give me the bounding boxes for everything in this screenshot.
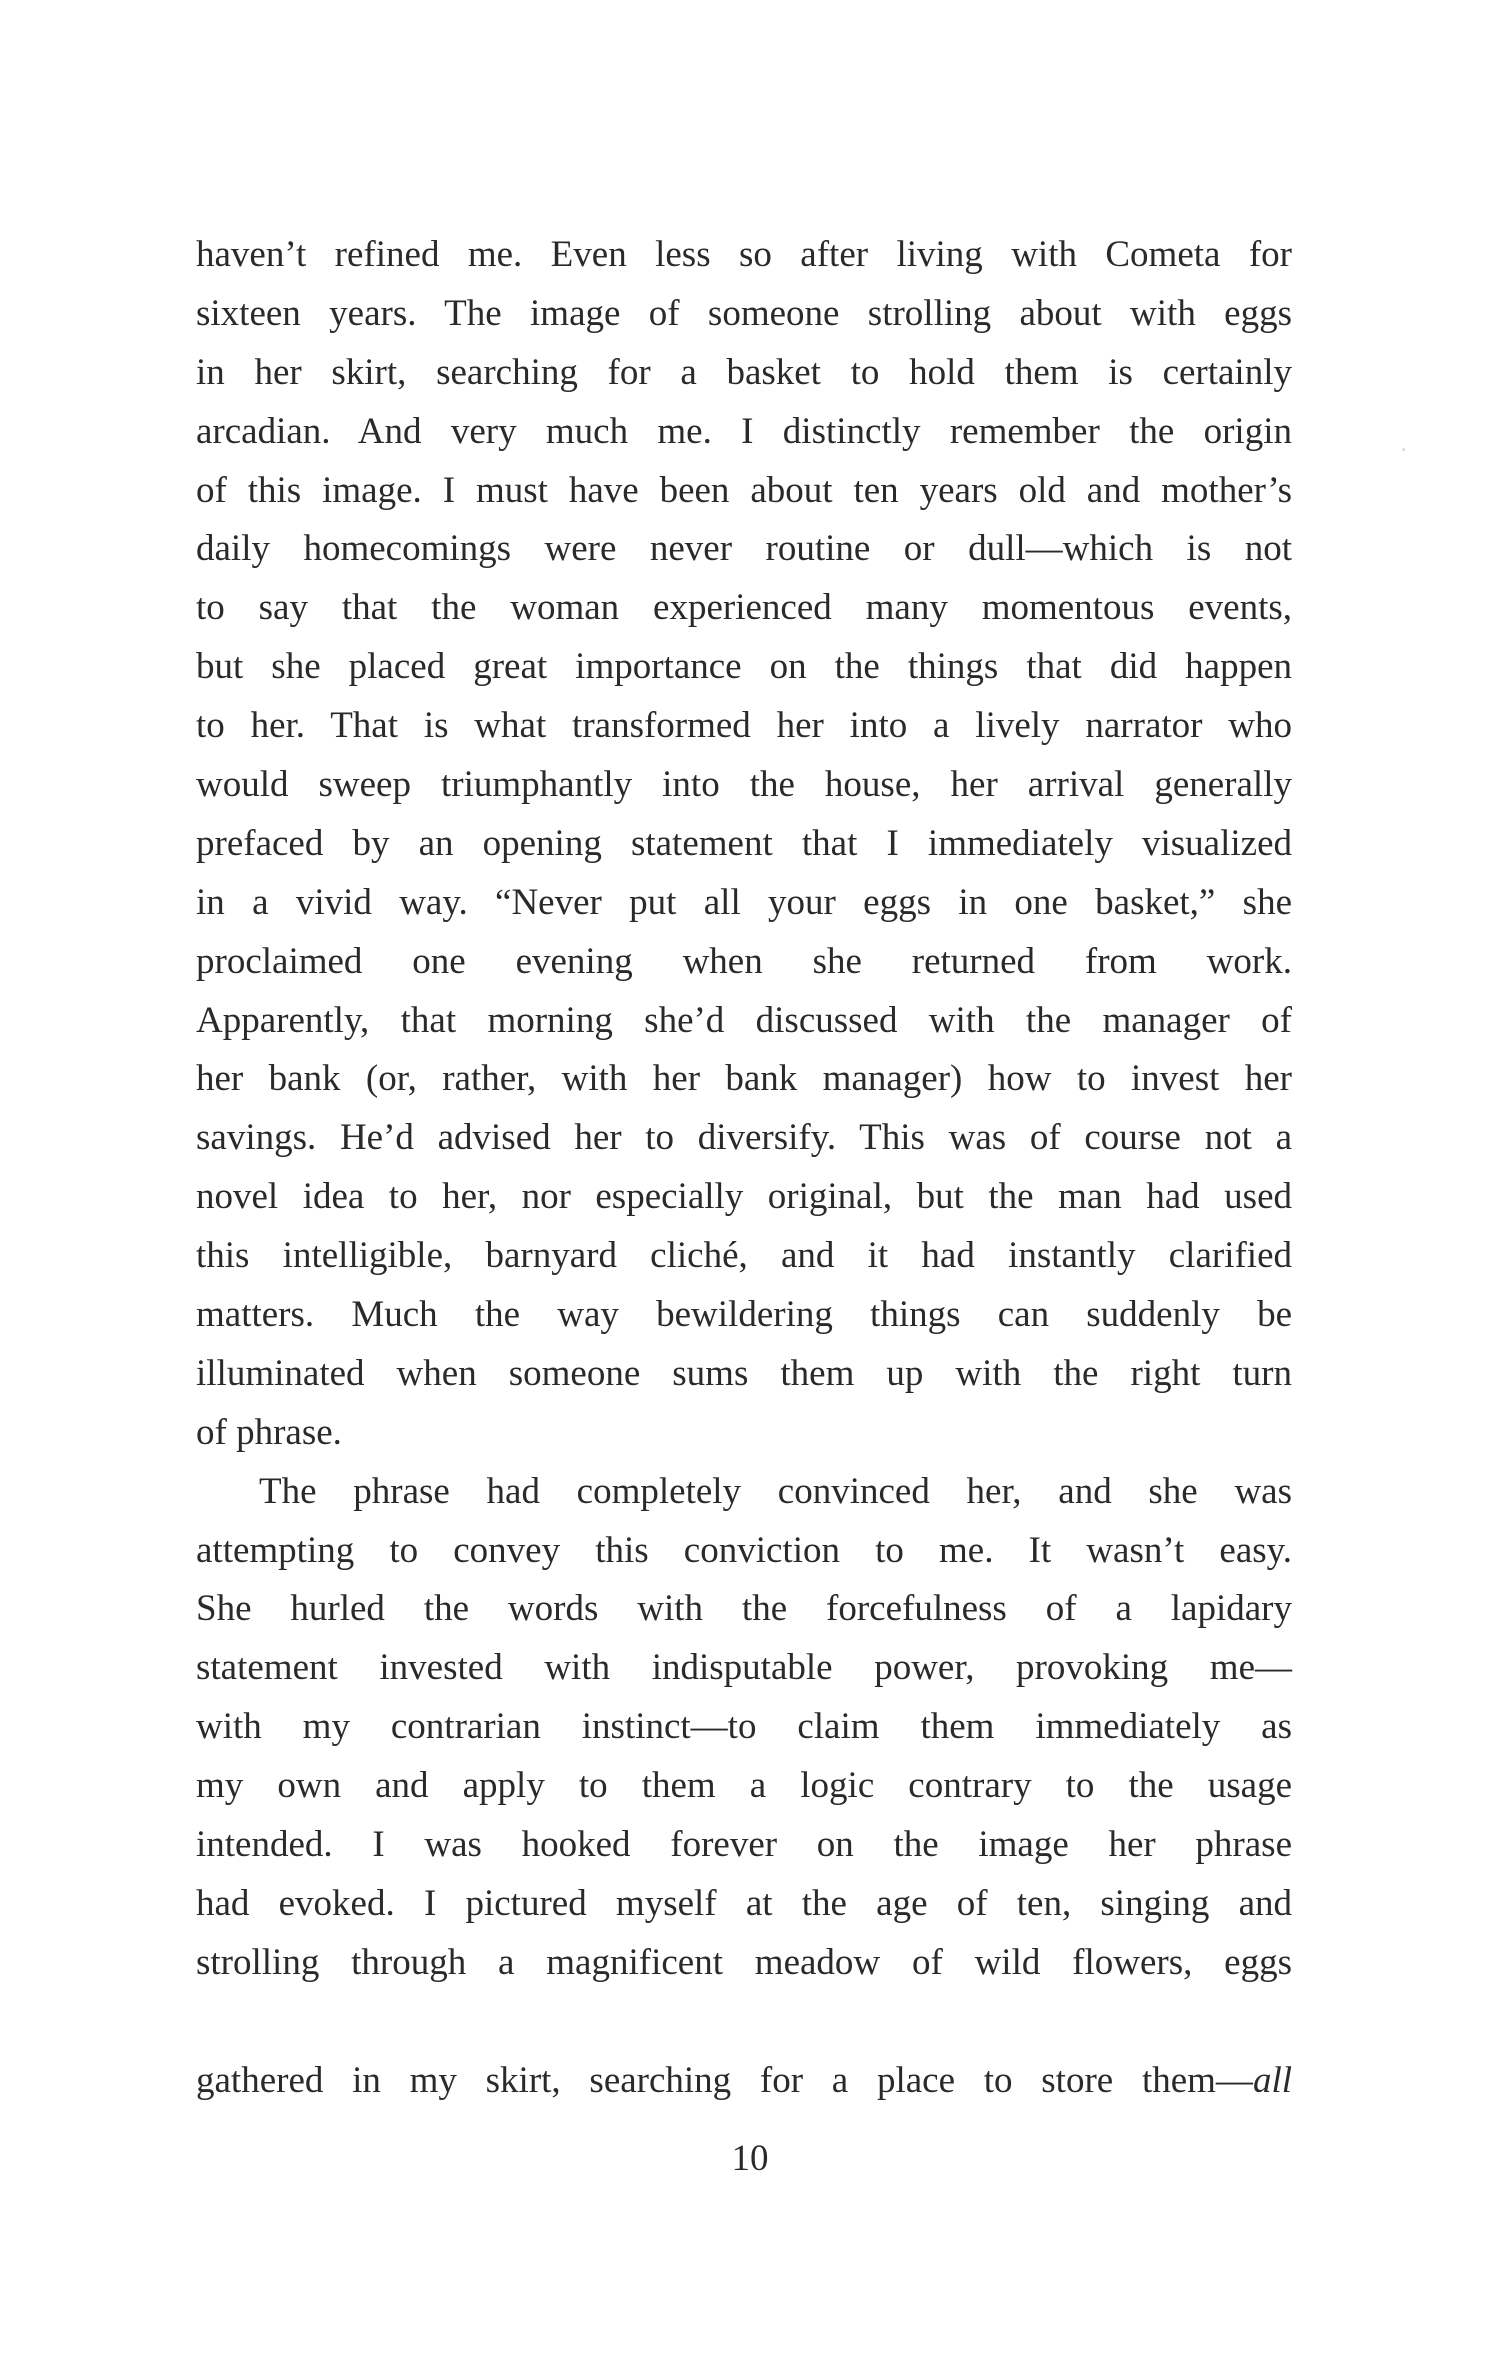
text-line: this intelligible, barnyard cliché, and it had instantly clarified <box>196 1235 1292 1277</box>
text-line: strolling through a magnificent meadow of wild flowers, eggs <box>196 1941 1292 1983</box>
paragraph-2 <box>196 1463 1292 2111</box>
text-line: She hurled the words with the forcefulness of a lapidary <box>196 1588 1292 1630</box>
text-line: daily homecomings were never routine or dull—which is not <box>196 528 1292 570</box>
text-line: prefaced by an opening statement that I immediately visualized <box>196 822 1292 864</box>
text-line: novel idea to her, nor especially original, but the man had used <box>196 1176 1292 1218</box>
text-line: in a vivid way. “Never put all your eggs in one basket,” she <box>196 881 1292 923</box>
text-line-final <box>196 2052 1292 2111</box>
text-line: her bank (or, rather, with her bank manager) how to invest her <box>196 1058 1292 1100</box>
text-line: had evoked. I pictured myself at the age of ten, singing and <box>196 1882 1292 1924</box>
body-text <box>196 226 1292 2111</box>
text-line: The phrase had completely convinced her, and she was <box>259 1470 1292 1512</box>
text-line: my own and apply to them a logic contrary to the usage <box>196 1765 1292 1807</box>
final-line-italic: all <box>1252 2059 1292 2101</box>
final-line-roman: gathered in my skirt, searching for a place to store them— <box>196 2059 1253 2101</box>
text-line: attempting to convey this conviction to me. It wasn’t easy. <box>196 1529 1292 1571</box>
text-line: arcadian. And very much me. I distinctly remember the origin <box>196 410 1292 452</box>
text-line: proclaimed one evening when she returned from work. <box>196 940 1292 982</box>
text-line: to say that the woman experienced many momentous events, <box>196 587 1292 629</box>
text-line: in her skirt, searching for a basket to hold them is certainly <box>196 351 1292 393</box>
page-number: 10 <box>731 2138 769 2179</box>
text-line: would sweep triumphantly into the house, her arrival generally <box>196 764 1292 806</box>
paragraph-1 <box>196 226 1292 1463</box>
text-line: Apparently, that morning she’d discussed with the manager of <box>196 999 1292 1041</box>
text-line <box>196 1993 1292 2052</box>
text-line: illuminated when someone sums them up with the right turn <box>196 1352 1292 1394</box>
text-line: to her. That is what transformed her into a lively narrator who <box>196 705 1292 747</box>
text-line: haven’t refined me. Even less so after living with Cometa for <box>196 234 1292 275</box>
text-line: sixteen years. The image of someone strolling about with eggs <box>196 292 1292 334</box>
text-line: but she placed great importance on the things that did happen <box>196 646 1292 688</box>
text-line: statement invested with indisputable power, provoking me— <box>196 1647 1292 1689</box>
text-line: intended. I was hooked forever on the image her phrase <box>196 1824 1292 1866</box>
scan-speck <box>1402 448 1405 451</box>
text-line: matters. Much the way bewildering things can suddenly be <box>196 1294 1292 1336</box>
text-line: of this image. I must have been about ten years old and mother’s <box>196 469 1292 511</box>
text-line: of phrase. <box>196 1411 342 1453</box>
text-line: savings. He’d advised her to diversify. This was of course not a <box>196 1117 1292 1159</box>
text-line: with my contrarian instinct—to claim them immediately as <box>196 1706 1292 1748</box>
